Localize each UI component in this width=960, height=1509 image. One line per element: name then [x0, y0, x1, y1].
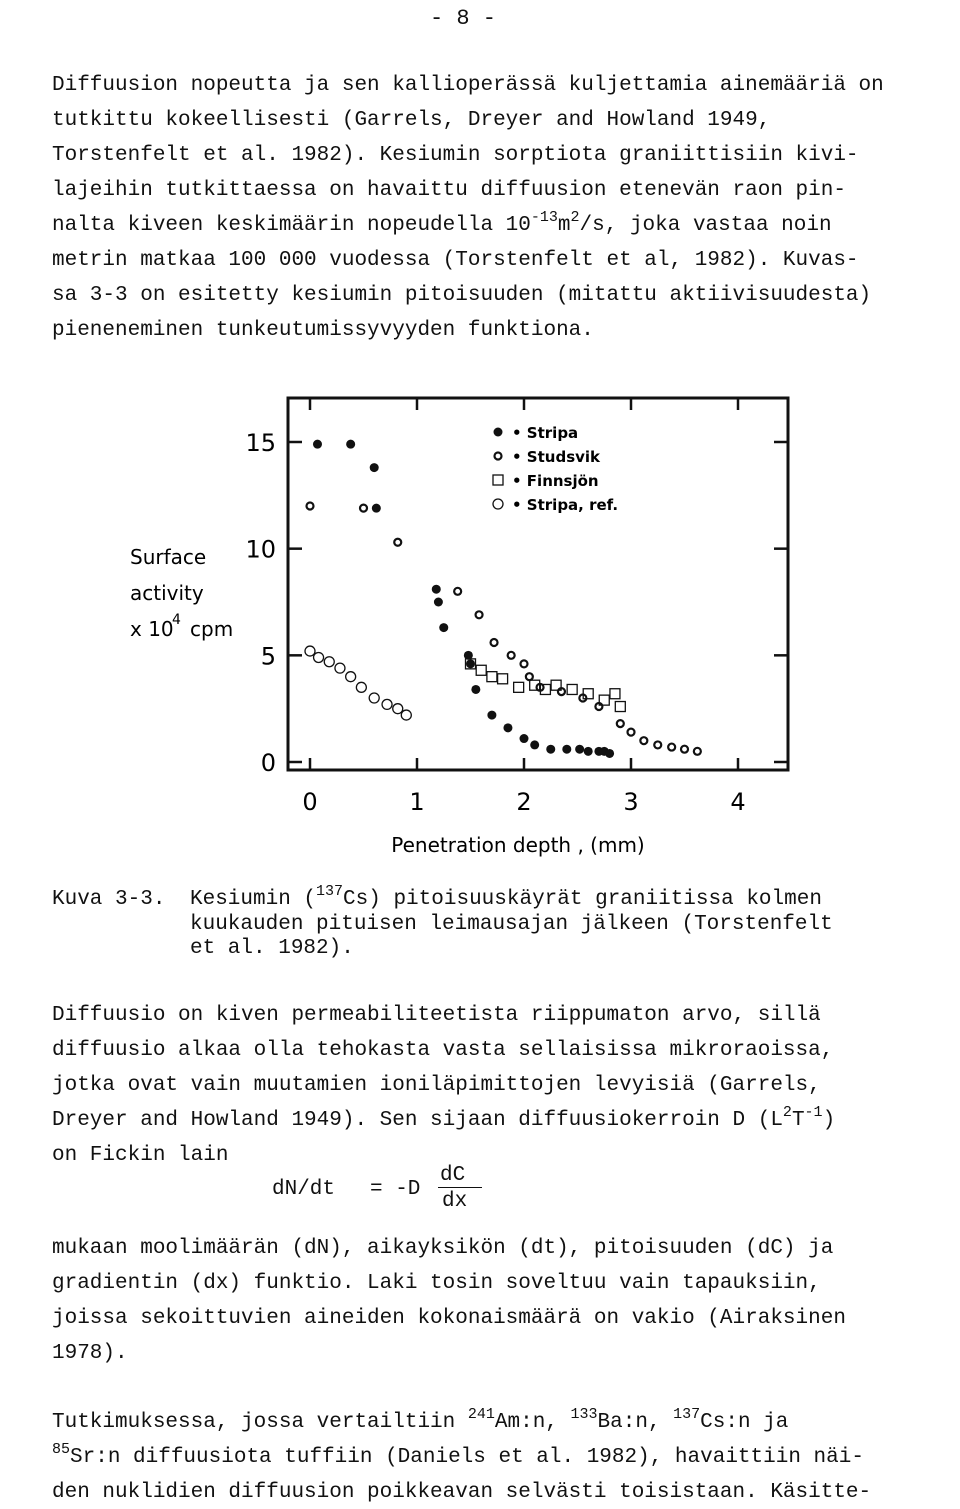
caption-line: kuukauden pituisen leimausajan jälkeen (Torstenfelt — [190, 913, 833, 936]
text-line: tutkittu kokeellisesti (Garrels, Dreyer and Howland 1949, — [52, 109, 771, 132]
text-line: jotka ovat vain muutamien ioniläpimittojen levyisiä (Garrels, — [52, 1074, 821, 1097]
y-axis-label-line: x 10 — [130, 617, 174, 641]
legend-marker — [493, 499, 503, 509]
figure-caption-label: Kuva 3-3. — [52, 888, 166, 911]
data-point-stripa — [313, 440, 322, 449]
data-point-studsvik — [307, 503, 314, 510]
data-point-stripa-ref — [305, 646, 315, 656]
data-point-finnsjön — [476, 665, 486, 675]
caption-line: Kesiumin ($^{137}$Cs) pitoisuuskäyrät graniitissa kolmen — [190, 883, 822, 911]
y-axis-label-line: Surface — [130, 545, 207, 569]
data-point-studsvik — [360, 505, 367, 512]
data-point-stripa-ref — [382, 699, 392, 709]
y-tick-label: 5 — [260, 642, 276, 671]
data-point-studsvik — [394, 539, 401, 546]
y-tick-label: 15 — [245, 429, 276, 457]
data-point-stripa — [434, 598, 443, 607]
x-axis-label: Penetration depth , (mm) — [391, 833, 645, 857]
data-point-stripa — [520, 734, 529, 743]
text-line: sa 3-3 on esitetty kesiumin pitoisuuden (mitattu aktiivisuudesta) — [52, 284, 872, 307]
data-point-stripa — [346, 440, 355, 449]
text-line-with-exponent: nalta kiveen keskimäärin nopeudella $10^{-13}m^2/s$, joka vastaa noin — [52, 209, 832, 237]
legend-label: • Stripa, ref. — [512, 496, 619, 514]
equation-denominator: dx — [442, 1190, 468, 1213]
data-point-finnsjön — [610, 689, 620, 699]
x-tick-label: 3 — [623, 788, 639, 816]
text-line: joissa sekoittuvien aineiden kokonaismäärä on vakio (Airaksinen — [52, 1307, 846, 1330]
text-line: Diffuusio on kiven permeabiliteetista riippumaton arvo, sillä — [52, 1004, 821, 1027]
data-point-stripa-ref — [393, 704, 403, 714]
data-point-studsvik — [654, 741, 661, 748]
y-tick-label: 10 — [245, 535, 276, 564]
data-point-stripa-ref — [369, 693, 379, 703]
data-point-stripa — [372, 504, 381, 513]
data-point-studsvik — [526, 673, 533, 680]
data-point-finnsjön — [498, 674, 508, 684]
legend-marker — [495, 453, 502, 460]
text-line: metrin matkaa 100 000 vuodessa (Torstenfelt et al, 1982). Kuvas- — [52, 249, 859, 272]
text-line-with-isotopes: $^{85}$Sr:n diffuusiota tuffiin (Daniels et al. 1982), havaittiin näi- — [52, 1441, 864, 1469]
x-tick-label: 4 — [730, 788, 746, 816]
data-point-stripa — [439, 623, 448, 632]
data-point-stripa — [503, 723, 512, 732]
legend-label: • Finnsjön — [512, 472, 599, 490]
data-point-studsvik — [521, 660, 528, 667]
y-axis-label-unit: cpm — [190, 617, 234, 641]
text-line: Diffuusion nopeutta ja sen kallioperässä kuljettamia ainemääriä on — [52, 74, 884, 97]
text-line: Torstenfelt et al. 1982). Kesiumin sorptiota graniittisiin kivi- — [52, 144, 859, 167]
equation-lhs: dN/dt — [272, 1178, 336, 1201]
data-point-stripa — [466, 659, 475, 668]
caption-line: et al. 1982). — [190, 937, 354, 960]
data-point-stripa-ref — [335, 663, 345, 673]
data-point-stripa — [546, 745, 555, 754]
penetration-depth-chart — [120, 380, 820, 870]
legend-marker — [493, 475, 503, 485]
text-line: on Fickin lain — [52, 1144, 229, 1167]
data-point-stripa — [584, 747, 593, 756]
data-point-studsvik — [617, 720, 624, 727]
data-point-stripa — [432, 585, 441, 594]
equation-equals: = -D — [370, 1178, 421, 1201]
data-point-studsvik — [640, 737, 647, 744]
text-line: den nuklidien diffuusion poikkeavan selvästi toisistaan. Käsitte- — [52, 1481, 872, 1504]
y-tick-label: 0 — [260, 749, 276, 777]
data-point-studsvik — [454, 588, 461, 595]
data-point-stripa-ref — [346, 672, 356, 682]
x-tick-label: 1 — [409, 788, 425, 816]
data-point-studsvik — [491, 639, 498, 646]
page-number: - 8 - — [430, 6, 497, 31]
data-point-studsvik — [694, 748, 701, 755]
data-point-stripa — [575, 745, 584, 754]
data-point-stripa — [370, 463, 379, 472]
data-point-stripa-ref — [314, 652, 324, 662]
data-point-stripa-ref — [324, 657, 334, 667]
data-point-studsvik — [476, 611, 483, 618]
data-point-stripa — [562, 745, 571, 754]
data-point-stripa — [530, 740, 539, 749]
text-line: 1978). — [52, 1342, 128, 1365]
data-point-stripa-ref — [356, 682, 366, 692]
y-axis-label-line: activity — [130, 581, 204, 605]
data-point-studsvik — [681, 746, 688, 753]
text-line-with-isotopes: Tutkimuksessa, jossa vertailtiin $^{241}$Am:n, $^{133}$Ba:n, $^{137}$Cs:n ja — [52, 1406, 789, 1434]
data-point-studsvik — [628, 729, 635, 736]
text-line: lajeihin tutkittaessa on havaittu diffuusion etenevän raon pin- — [52, 179, 846, 202]
text-line: mukaan moolimäärän (dN), aikayksikön (dt), pitoisuuden (dC) ja — [52, 1237, 834, 1260]
data-point-finnsjön — [615, 702, 625, 712]
data-point-studsvik — [668, 744, 675, 751]
text-line: pieneneminen tunkeutumissyvyyden funktiona. — [52, 319, 594, 342]
data-point-studsvik — [508, 652, 515, 659]
data-point-stripa-ref — [401, 710, 411, 720]
x-tick-label: 2 — [516, 788, 532, 816]
data-point-finnsjön — [583, 689, 593, 699]
data-point-finnsjön — [567, 684, 577, 694]
text-line: diffuusio alkaa olla tehokasta vasta sellaisissa mikroraoissa, — [52, 1039, 834, 1062]
legend-label: • Stripa — [512, 424, 579, 442]
data-point-stripa — [471, 685, 480, 694]
text-line-with-exponent: Dreyer and Howland 1949). Sen sijaan diffuusiokerroin D $(L^2T^{-1})$ — [52, 1104, 836, 1132]
data-point-stripa — [605, 749, 614, 758]
legend-marker — [494, 428, 503, 437]
y-axis-label-exponent: 4 — [172, 612, 181, 628]
fraction-bar — [438, 1187, 482, 1188]
text-line: gradientin (dx) funktio. Laki tosin soveltuu vain tapauksiin, — [52, 1272, 821, 1295]
data-point-finnsjön — [514, 682, 524, 692]
x-tick-label: 0 — [302, 788, 318, 816]
legend-label: • Studsvik — [512, 448, 601, 466]
equation-numerator: dC — [440, 1164, 466, 1187]
data-point-stripa — [487, 711, 496, 720]
figure-caption — [190, 883, 833, 961]
data-point-finnsjön — [487, 672, 497, 682]
